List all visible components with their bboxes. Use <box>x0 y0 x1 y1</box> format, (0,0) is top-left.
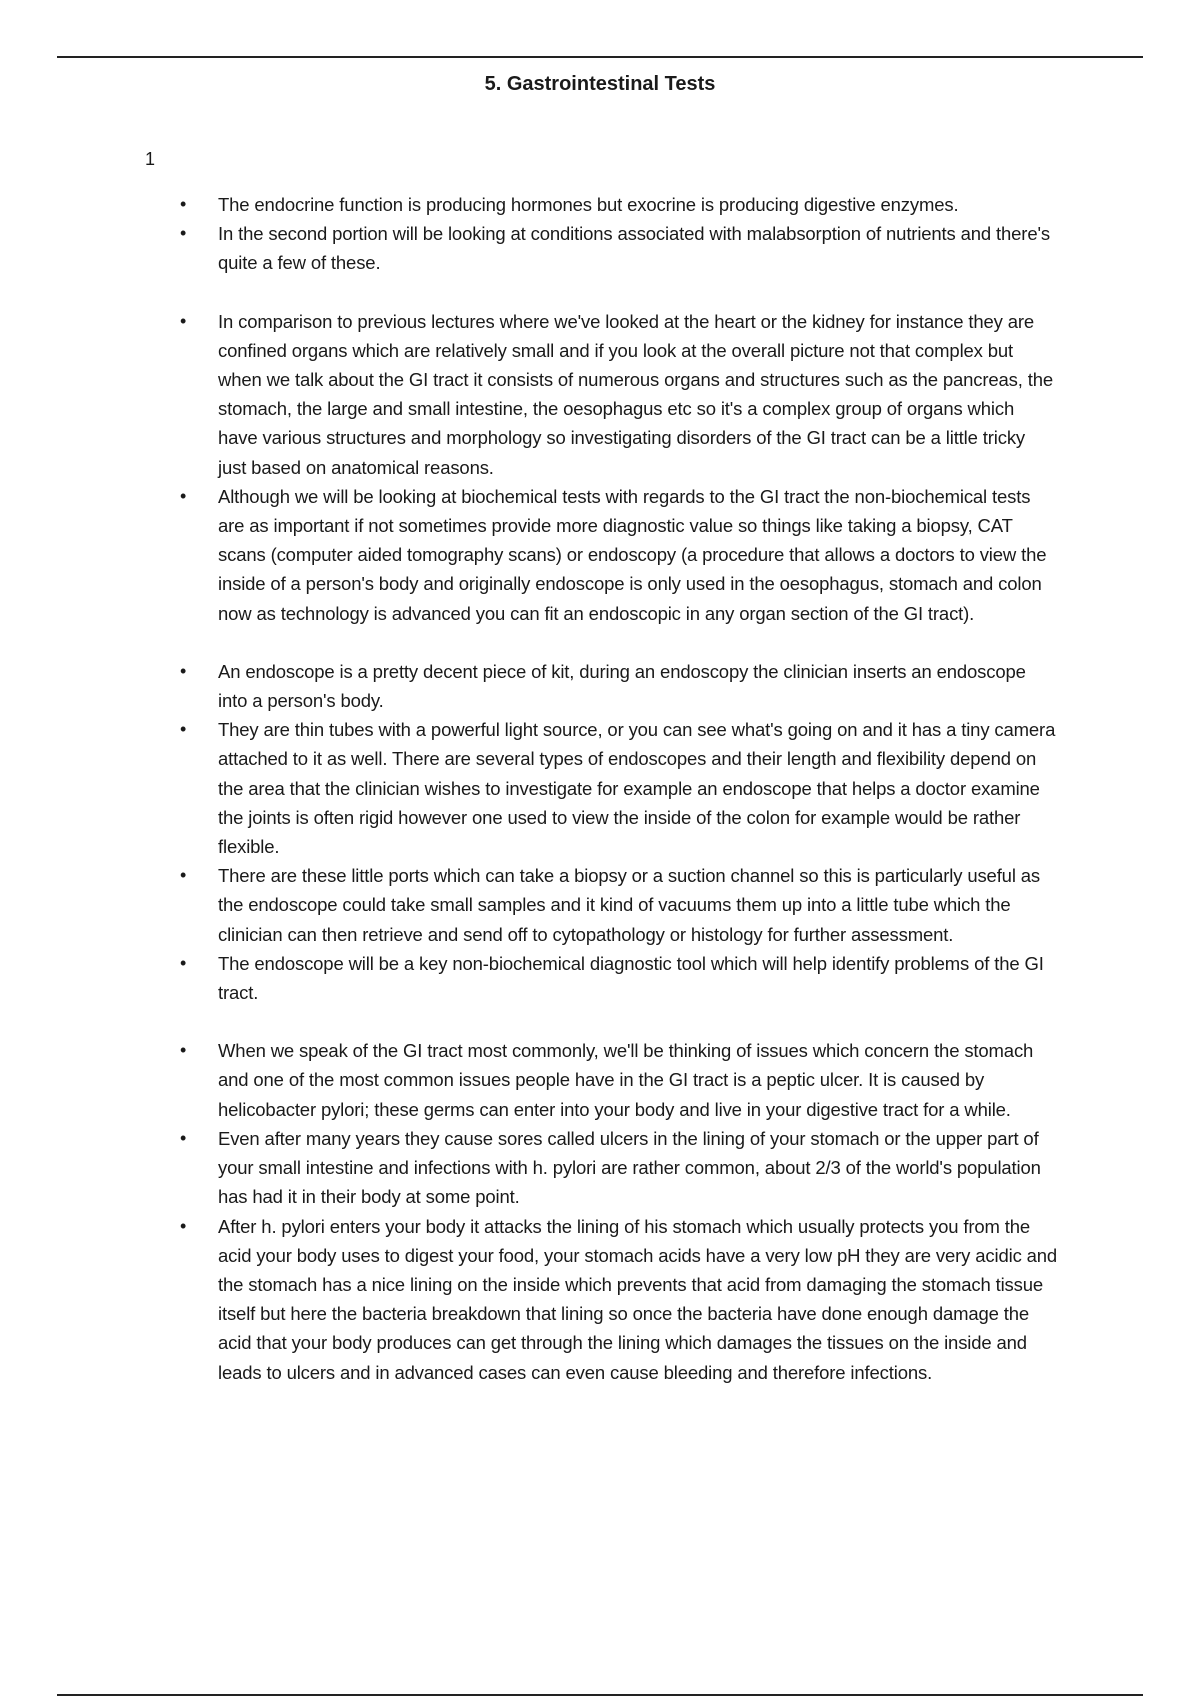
bullet-item: • When we speak of the GI tract most commonly, we'll be thinking of issues which concern the stomach and one of the most common issues people have in the GI tract is a peptic ulcer. It is caused by helicobacter pylori; these germs can enter into your body and live in your digestive tract for a while. <box>0 1036 1058 1124</box>
page-number: 1 <box>145 149 156 169</box>
bullet-item: • They are thin tubes with a powerful light source, or you can see what's going on and it has a tiny camera attached to it as well. There are several types of endoscopes and their length and flexibility depend on the area that the clinician wishes to investigate for example an endoscope that helps a doctor examine the joints is often rigid however one used to view the inside of the colon for example would be rather flexible. <box>0 715 1058 861</box>
bullet-item: • The endocrine function is producing hormones but exocrine is producing digestive enzymes. <box>0 190 1058 219</box>
document-body <box>0 190 1200 1387</box>
bullet-item: • Although we will be looking at biochemical tests with regards to the GI tract the non-biochemical tests are as important if not sometimes provide more diagnostic value so things like taking a biopsy, CAT scans (computer aided tomography scans) or endoscopy (a procedure that allows a doctors to view the inside of a person's body and originally endoscope is only used in the oesophagus, stomach and colon now as technology is advanced you can fit an endoscopic in any organ section of the GI tract). <box>0 482 1058 628</box>
bullet-item: • In comparison to previous lectures where we've looked at the heart or the kidney for instance they are confined organs which are relatively small and if you look at the overall picture not that complex but when we talk about the GI tract it consists of numerous organs and structures such as the pancreas, the stomach, the large and small intestine, the oesophagus etc so it's a complex group of organs which have various structures and morphology so investigating disorders of the GI tract can be a little tricky just based on anatomical reasons. <box>0 307 1058 482</box>
bullet-group-1 <box>0 190 1200 278</box>
bullet-group-2 <box>0 307 1200 628</box>
top-rule <box>57 56 1143 58</box>
bullet-item: • In the second portion will be looking at conditions associated with malabsorption of nutrients and there's quite a few of these. <box>0 219 1058 277</box>
document-title: 5. Gastrointestinal Tests <box>484 73 716 95</box>
bullet-group-4 <box>0 1036 1200 1386</box>
bullet-item: • After h. pylori enters your body it attacks the lining of his stomach which usually protects you from the acid your body uses to digest your food, your stomach acids have a very low pH they are very acidic and the stomach has a nice lining on the inside which prevents that acid from damaging the stomach tissue itself but here the bacteria breakdown that lining so once the bacteria have done enough damage the acid that your body produces can get through the lining which damages the tissues on the inside and leads to ulcers and in advanced cases can even cause bleeding and therefore infections. <box>0 1212 1058 1387</box>
bullet-group-3 <box>0 657 1200 1007</box>
bottom-rule <box>57 1694 1143 1696</box>
bullet-item: • There are these little ports which can take a biopsy or a suction channel so this is particularly useful as the endoscope could take small samples and it kind of vacuums them up into a little tube which the clinician can then retrieve and send off to cytopathology or histology for further assessment. <box>0 861 1058 949</box>
bullet-item: • The endoscope will be a key non-biochemical diagnostic tool which will help identify problems of the GI tract. <box>0 949 1058 1007</box>
bullet-item: • An endoscope is a pretty decent piece of kit, during an endoscopy the clinician inserts an endoscope into a person's body. <box>0 657 1058 715</box>
bullet-item: • Even after many years they cause sores called ulcers in the lining of your stomach or the upper part of your small intestine and infections with h. pylori are rather common, about 2/3 of the world's population has had it in their body at some point. <box>0 1124 1058 1212</box>
